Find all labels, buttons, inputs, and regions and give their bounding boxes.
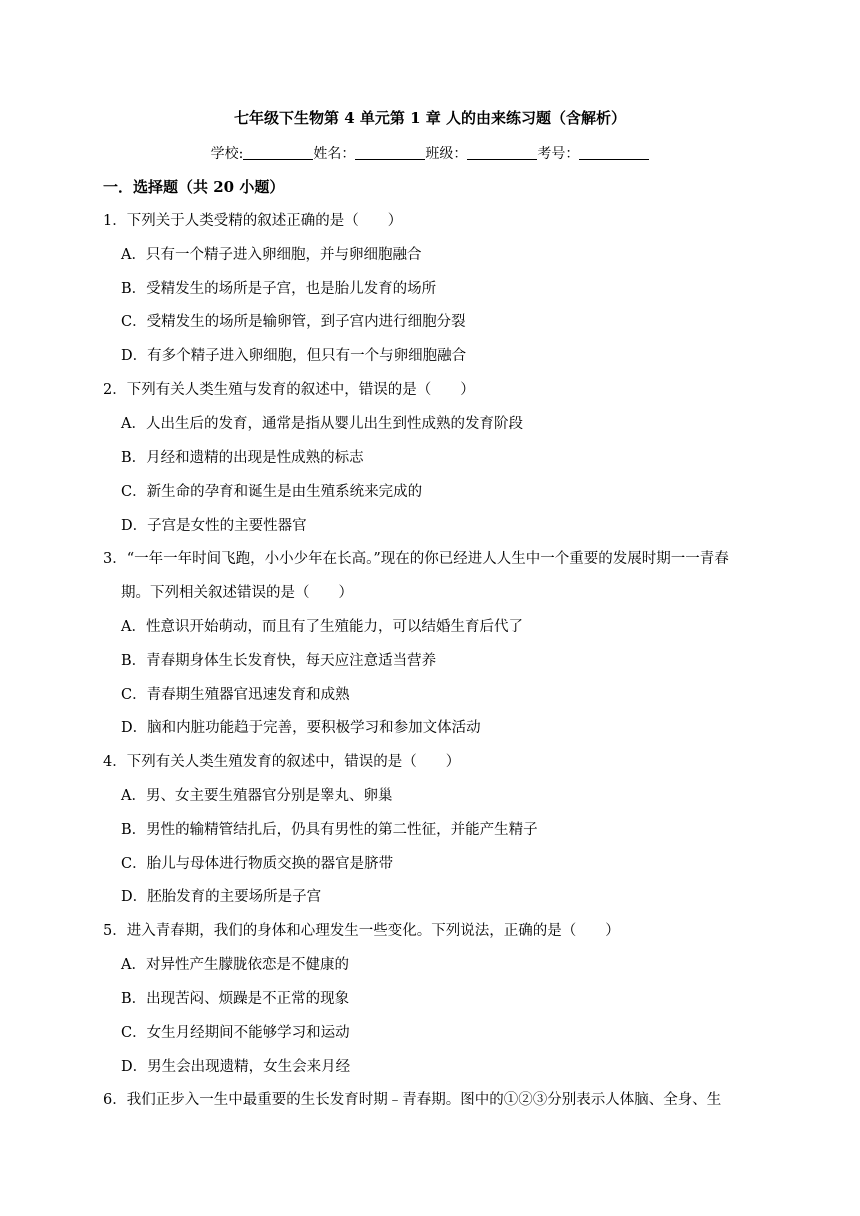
question-stem: 6．我们正步入一生中最重要的生长发育时期﹣青春期。图中的①②③分别表示人体脑、全身、生	[103, 1092, 722, 1108]
name-label: 姓名：	[313, 146, 356, 162]
option-d: D．胚胎发育的主要场所是子宫	[121, 889, 322, 905]
school-label: 学校:	[210, 146, 244, 162]
option-b: B．受精发生的场所是子宫，也是胎儿发育的场所	[121, 281, 437, 297]
option-c: C．新生命的孕育和诞生是由生殖系统来完成的	[121, 484, 423, 500]
question-stem: 2．下列有关人类生殖与发育的叙述中，错误的是（ ）	[103, 382, 475, 398]
option-b: B．男性的输精管结扎后，仍具有男性的第二性征，并能产生精子	[121, 822, 538, 838]
exam-no-label: 考号：	[537, 146, 580, 162]
option-c: C．受精发生的场所是输卵管，到子宫内进行细胞分裂	[121, 314, 466, 330]
section-heading: 一．选择题（共 20 小题）	[103, 178, 285, 196]
question-stem: 5．进入青春期，我们的身体和心理发生一些变化。下列说法，正确的是（ ）	[103, 923, 620, 939]
question-stem: 4．下列有关人类生殖发育的叙述中，错误的是（ ）	[103, 754, 461, 770]
option-d: D．男生会出现遗精，女生会来月经	[121, 1059, 351, 1075]
option-b: B．青春期身体生长发育快，每天应注意适当营养	[121, 653, 437, 669]
school-blank[interactable]	[243, 145, 313, 160]
option-c: C．女生月经期间不能够学习和运动	[121, 1025, 350, 1041]
question-stem-continuation: 期。下列相关叙述错误的是（ ）	[121, 585, 353, 601]
option-a: A．男、女主要生殖器官分别是睾丸、卵巢	[121, 788, 393, 804]
option-c: C．胎儿与母体进行物质交换的器官是脐带	[121, 856, 394, 872]
option-b: B．出现苦闷、烦躁是不正常的现象	[121, 991, 350, 1007]
exam-no-blank[interactable]	[579, 145, 649, 160]
class-label: 班级：	[425, 146, 468, 162]
option-b: B．月经和遗精的出现是性成熟的标志	[121, 450, 364, 466]
option-a: A．只有一个精子进入卵细胞，并与卵细胞融合	[121, 247, 422, 263]
option-a: A．对异性产生朦胧依恋是不健康的	[121, 957, 349, 973]
name-blank[interactable]	[355, 145, 425, 160]
question-stem: 3．“一年一年时间飞跑，小小少年在长高。”现在的你已经进人人生中一个重要的发展时期一一青春	[103, 551, 729, 567]
class-blank[interactable]	[467, 145, 537, 160]
question-stem: 1．下列关于人类受精的叙述正确的是（ ）	[103, 213, 403, 229]
option-a: A．性意识开始萌动，而且有了生殖能力，可以结婚生育后代了	[121, 619, 523, 635]
option-d: D．子宫是女性的主要性器官	[121, 518, 307, 534]
option-c: C．青春期生殖器官迅速发育和成熟	[121, 687, 350, 703]
option-a: A．人出生后的发育，通常是指从婴儿出生到性成熟的发育阶段	[121, 416, 523, 432]
option-d: D．脑和内脏功能趋于完善，要积极学习和参加文体活动	[121, 720, 481, 736]
document-title: 七年级下生物第 4 单元第 1 章 人的由来练习题（含解析）	[234, 109, 626, 127]
option-d: D．有多个精子进入卵细胞，但只有一个与卵细胞融合	[121, 348, 467, 364]
student-info-line	[0, 144, 860, 164]
